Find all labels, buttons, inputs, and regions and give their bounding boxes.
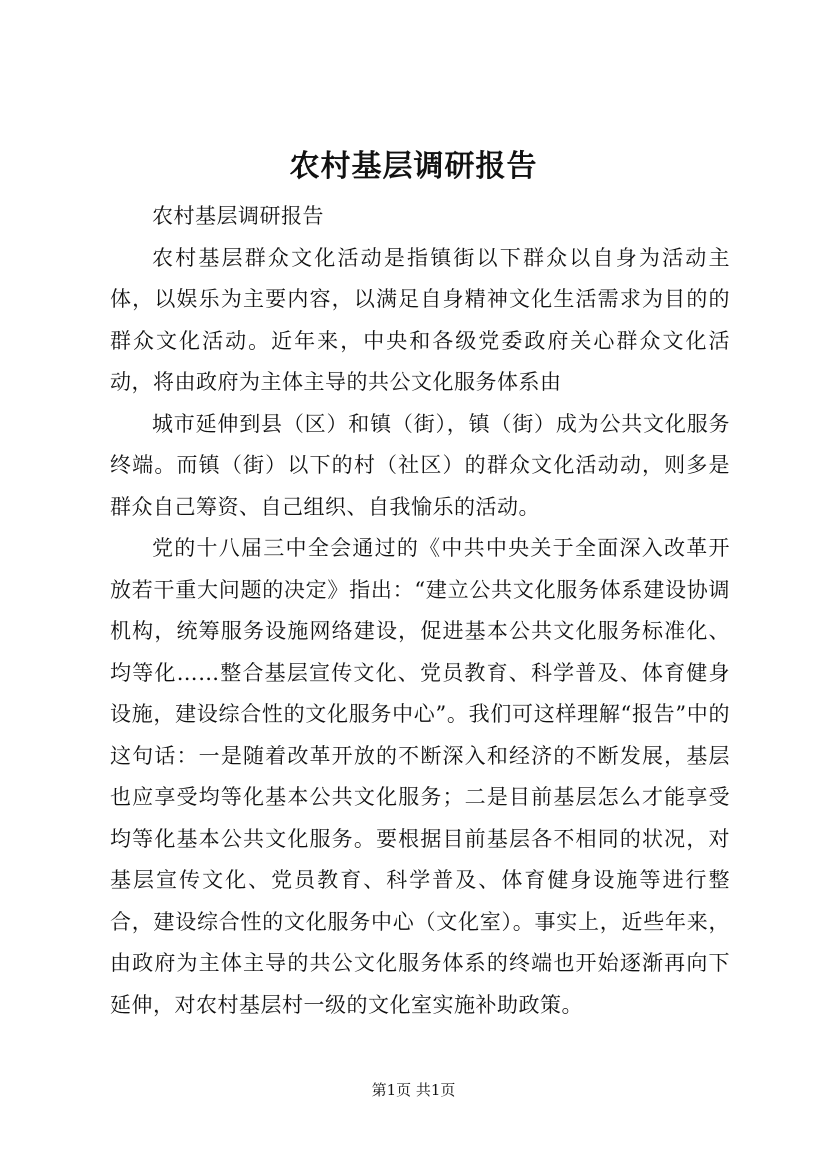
page-footer: 第1页 共1页 [371, 1081, 456, 1099]
paragraph-decision: 党的十八届三中全会通过的《中共中央关于全面深入改革开放若干重大问题的决定》指出：“建立公共文化服务体系建设协调机构，统筹服务设施网络建设，促进基本公共文化服务标准化、均等化……整合基层宣传文化、党员教育、科学普及、体育健身设施，建设综合性的文化服务中心”。我们可这样理解“报告”中的这句话：一是随着改革开放的不断深入和经济的不断发展，基层也应享受均等化基本公共文化服务；二是目前基层怎么才能享受均等化基本公共文化服务。要根据目前基层各不相同的状况，对基层宣传文化、党员教育、科学普及、体育健身设施等进行整合，建设综合性的文化服务中心（文化室）。事实上，近些年来，由政府为主体主导的共公文化服务体系的终端也开始逐渐再向下延伸，对农村基层村一级的文化室实施补助政策。 [110, 536, 730, 1017]
paragraph-subtitle: 农村基层调研报告 [152, 204, 324, 228]
document-body [110, 196, 730, 1026]
paragraph-extension: 城市延伸到县（区）和镇（街），镇（街）成为公共文化服务终端。而镇（街）以下的村（社区）的群众文化活动动，则多是群众自己筹资、自己组织、自我愉乐的活动。 [110, 411, 730, 519]
paragraph-intro: 农村基层群众文化活动是指镇街以下群众以自身为活动主体，以娱乐为主要内容，以满足自身精神文化生活需求为目的的群众文化活动。近年来，中央和各级党委政府关心群众文化活动，将由政府为主体主导的共公文化服务体系由 [110, 245, 730, 394]
document-title: 农村基层调研报告 [289, 149, 538, 184]
